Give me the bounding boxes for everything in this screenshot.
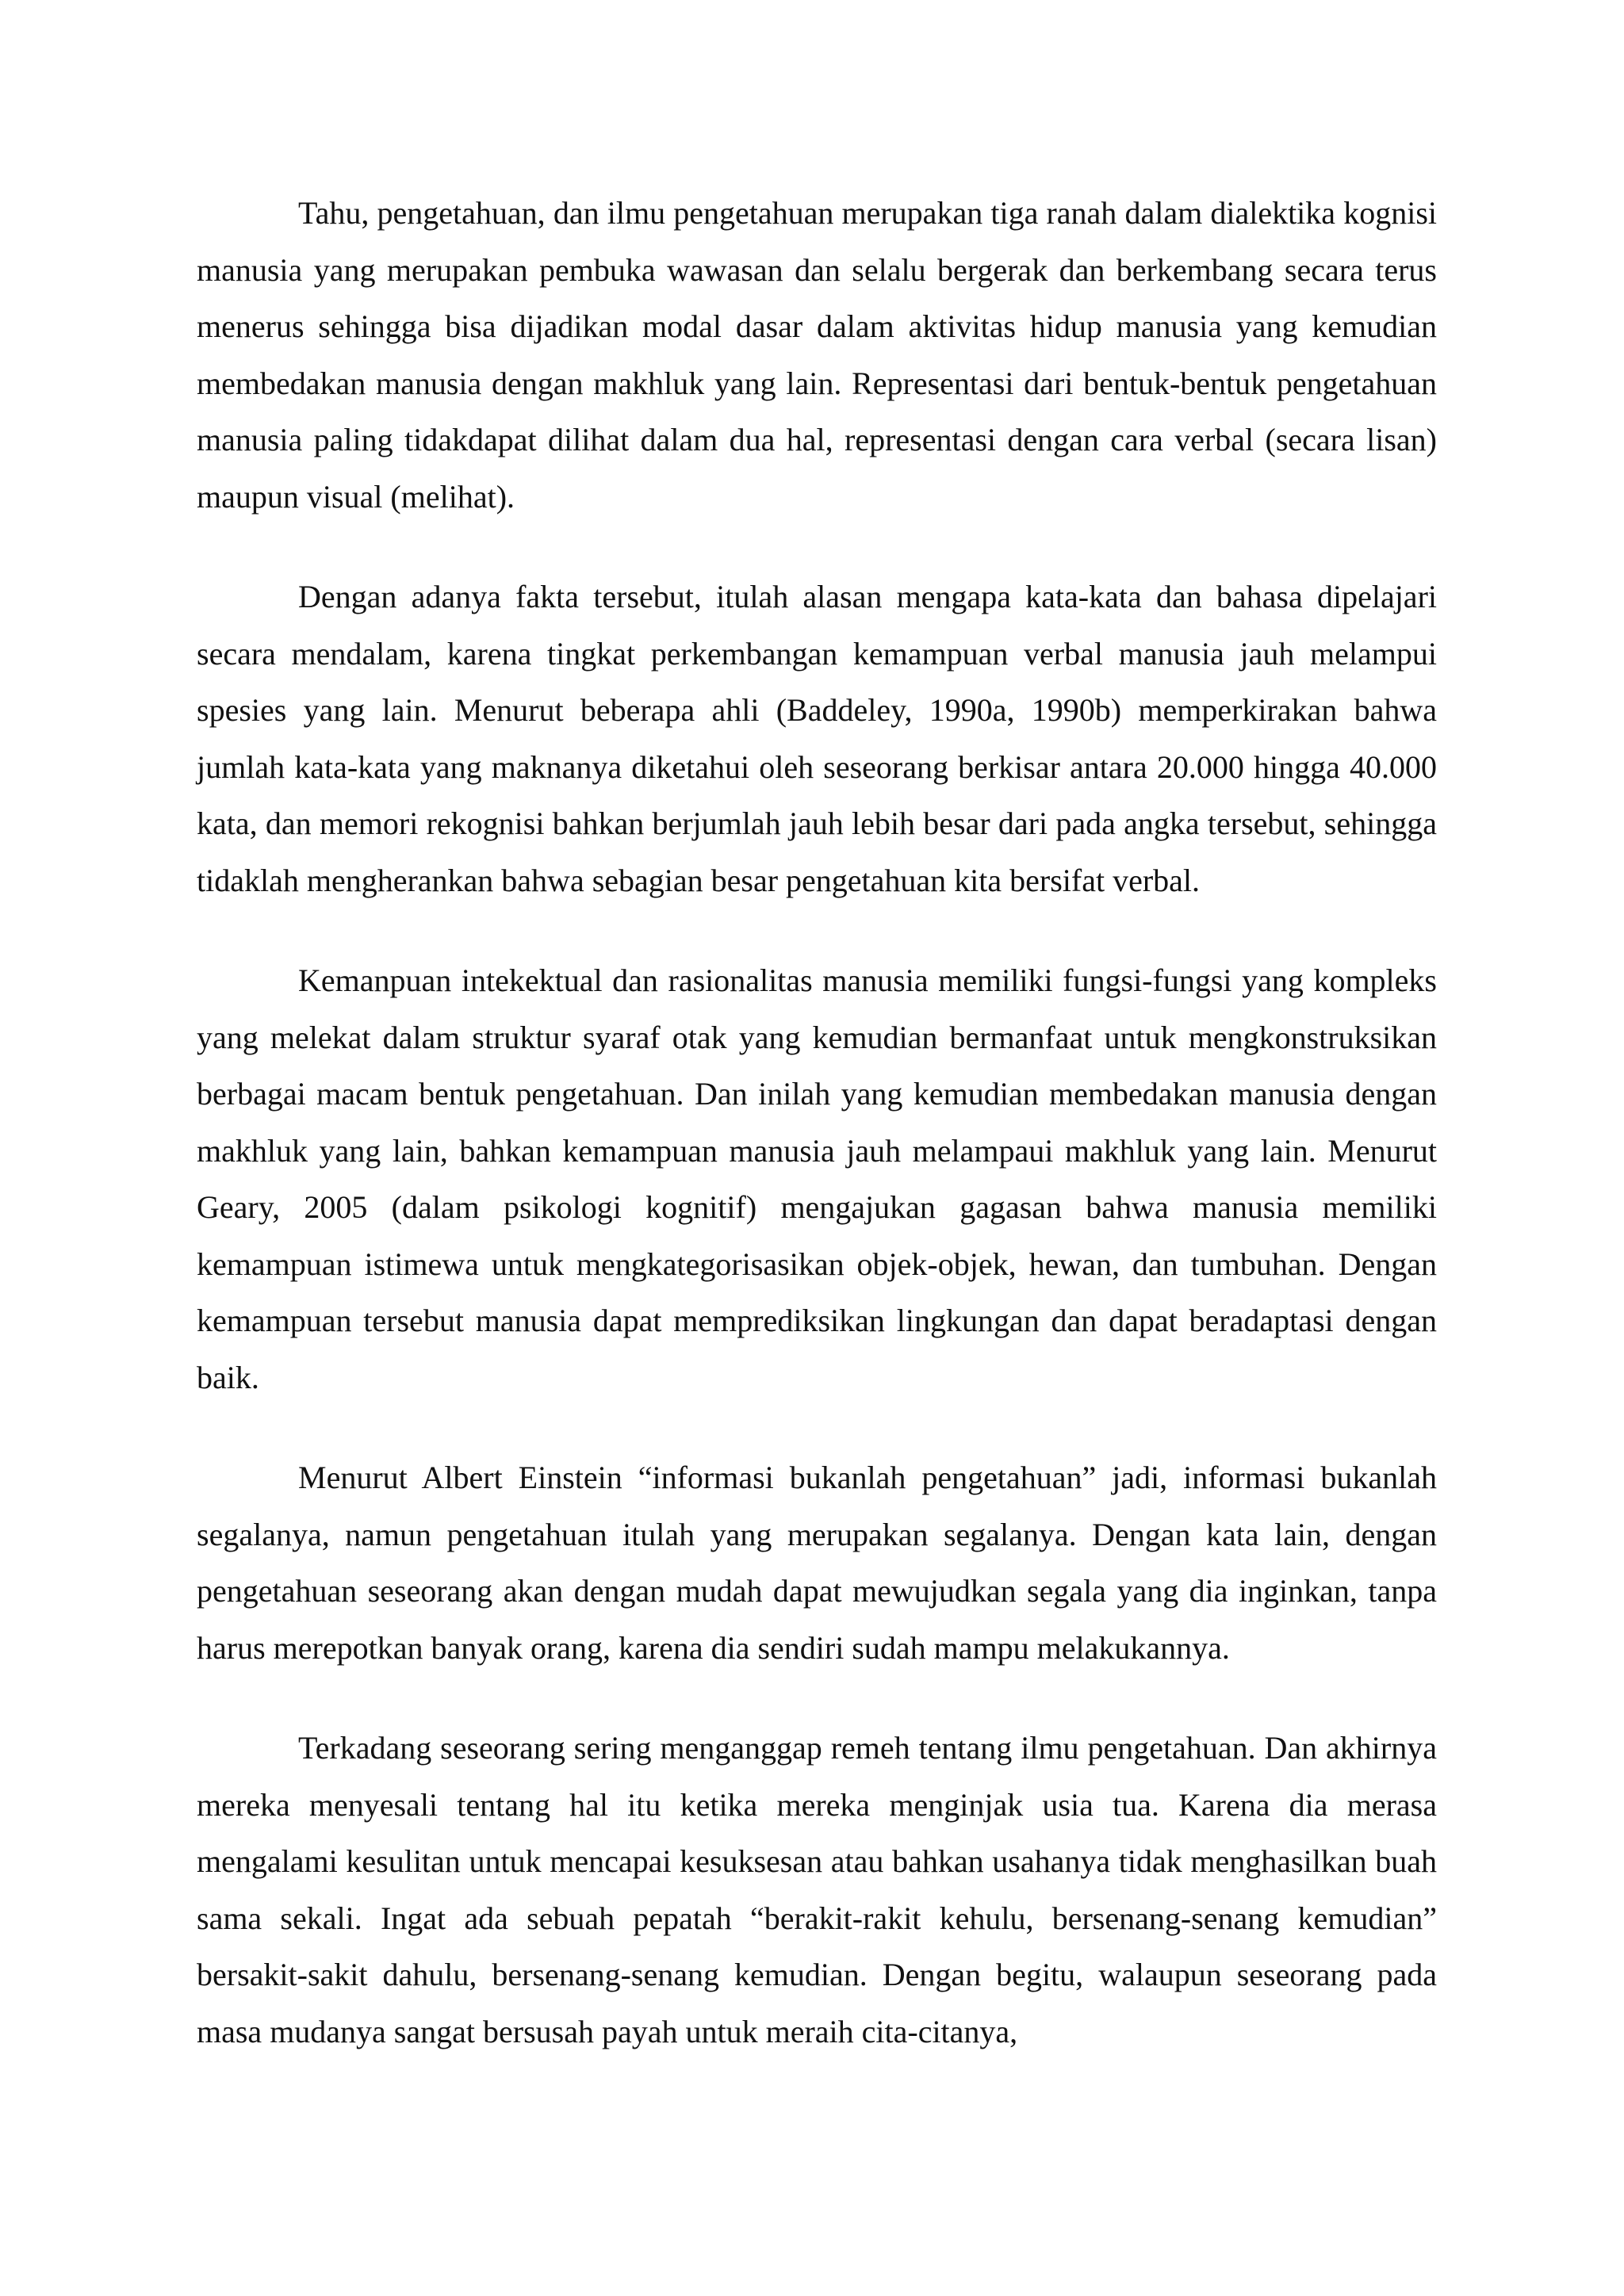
paragraph-einstein-quote: Menurut Albert Einstein “informasi bukanlah pengetahuan” jadi, informasi bukanlah segalanya, namun pengetahuan itulah yang merupakan segalanya. Dengan kata lain, dengan pengetahuan seseorang akan dengan mudah dapat mewujudkan segala yang dia inginkan, tanpa harus merepotkan banyak orang, karena dia sendiri sudah mampu melakukannya. bbox=[197, 1460, 1437, 1666]
paragraph-intellectual-capacity: Kemanpuan intekektual dan rasionalitas manusia memiliki fungsi-fungsi yang kompleks yang melekat dalam struktur syaraf otak yang kemudian bermanfaat untuk mengkonstruksikan berbagai macam bentuk pengetahuan. Dan inilah yang kemudian membedakan manusia dengan makhluk yang lain, bahkan kemampuan manusia jauh melampaui makhluk yang lain. Menurut Geary, 2005 (dalam psikologi kognitif) mengajukan gagasan bahwa manusia memiliki kemampuan istimewa untuk mengkategorisasikan objek-objek, hewan, dan tumbuhan. Dengan kemampuan tersebut manusia dapat memprediksikan lingkungan dan dapat beradaptasi dengan baik. bbox=[197, 962, 1437, 1395]
paragraph-value-of-knowledge: Terkadang seseorang sering menganggap remeh tentang ilmu pengetahuan. Dan akhirnya mereka menyesali tentang hal itu ketika mereka menginjak usia tua. Karena dia merasa mengalami kesulitan untuk mencapai kesuksesan atau bahkan usahanya tidak menghasilkan buah sama sekali. Ingat ada sebuah pepatah “berakit-rakit kehulu, bersenang-senang kemudian” bersakit-sakit dahulu, bersenang-senang kemudian. Dengan begitu, walaupun seseorang pada masa mudanya sangat bersusah payah untuk meraih cita-citanya, bbox=[197, 1730, 1437, 2049]
document-body bbox=[197, 185, 1437, 2060]
paragraph-verbal-language: Dengan adanya fakta tersebut, itulah alasan mengapa kata-kata dan bahasa dipelajari secara mendalam, karena tingkat perkembangan kemampuan verbal manusia jauh melampui spesies yang lain. Menurut beberapa ahli (Baddeley, 1990a, 1990b) memperkirakan bahwa jumlah kata-kata yang maknanya diketahui oleh seseorang berkisar antara 20.000 hingga 40.000 kata, dan memori rekognisi bahkan berjumlah jauh lebih besar dari pada angka tersebut, sehingga tidaklah mengherankan bahwa sebagian besar pengetahuan kita bersifat verbal. bbox=[197, 579, 1437, 898]
paragraph-knowledge-domains: Tahu, pengetahuan, dan ilmu pengetahuan merupakan tiga ranah dalam dialektika kognisi manusia yang merupakan pembuka wawasan dan selalu bergerak dan berkembang secara terus menerus sehingga bisa dijadikan modal dasar dalam aktivitas hidup manusia yang kemudian membedakan manusia dengan makhluk yang lain. Representasi dari bentuk-bentuk pengetahuan manusia paling tidakdapat dilihat dalam dua hal, representasi dengan cara verbal (secara lisan) maupun visual (melihat). bbox=[197, 195, 1437, 515]
